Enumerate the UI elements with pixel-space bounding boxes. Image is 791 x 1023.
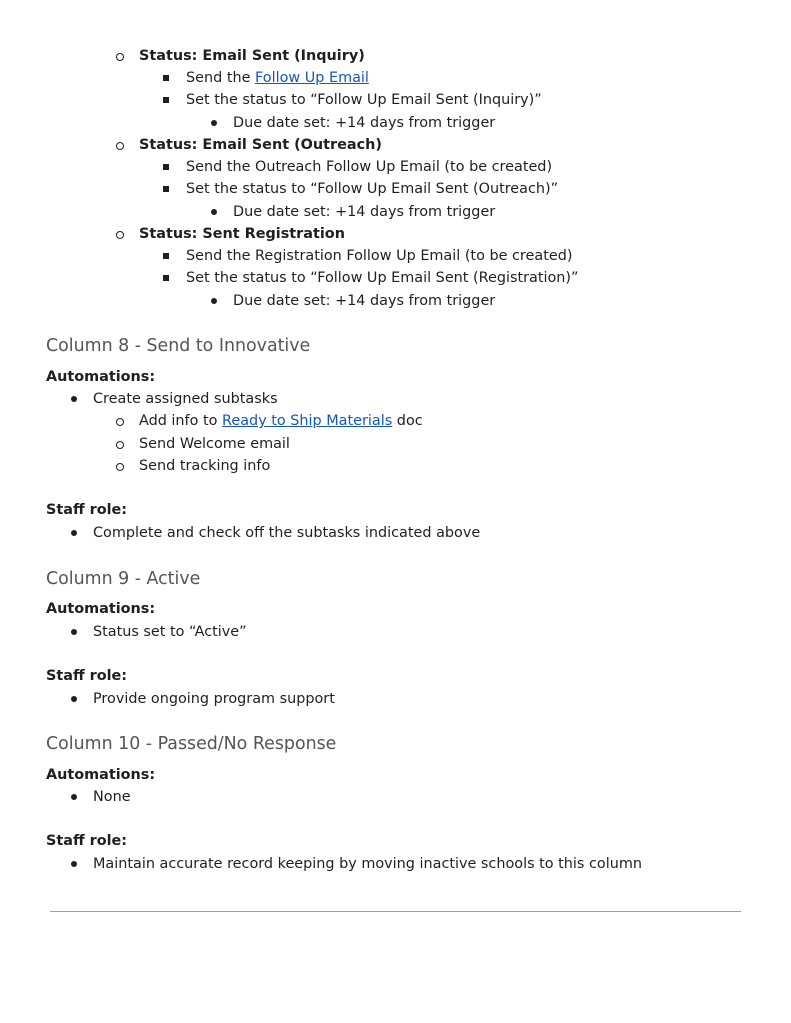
status-registration-due: Due date set: +14 days from trigger (233, 293, 496, 309)
column-8-auto-item: Create assigned subtasks (93, 391, 278, 407)
dot-bullet-icon (71, 396, 77, 402)
column-10-staff-label: Staff role: (46, 833, 128, 849)
dot-bullet-icon (71, 530, 77, 536)
follow-up-email-link[interactable]: Follow Up Email (255, 70, 369, 86)
dot-bullet-icon (71, 861, 77, 867)
subtask-prefix: Add info to (139, 413, 223, 429)
column-10-heading: Column 10 - Passed/No Response (46, 734, 337, 754)
circle-bullet-icon (116, 142, 124, 150)
column-8-subtask-tracking: Send tracking info (139, 458, 271, 474)
status-outreach-due: Due date set: +14 days from trigger (233, 204, 496, 220)
send-prefix: Send the (186, 70, 256, 86)
status-registration-send: Send the Registration Follow Up Email (to be created) (186, 248, 573, 264)
circle-bullet-icon (116, 441, 124, 449)
status-registration-set: Set the status to “Follow Up Email Sent (Registration)” (186, 270, 579, 286)
column-8-subtask-ready-to-ship (139, 411, 423, 431)
column-9-heading: Column 9 - Active (46, 569, 201, 589)
column-10-auto-item: None (93, 789, 131, 805)
column-9-automations-label: Automations: (46, 601, 156, 617)
column-9-staff-label: Staff role: (46, 668, 128, 684)
subtask-suffix: doc (392, 413, 423, 429)
square-bullet-icon (163, 164, 169, 170)
dot-bullet-icon (211, 209, 217, 215)
horizontal-rule (50, 911, 741, 912)
square-bullet-icon (163, 186, 169, 192)
status-inquiry-send (186, 68, 369, 88)
column-8-automations-label: Automations: (46, 369, 156, 385)
status-outreach-send: Send the Outreach Follow Up Email (to be created) (186, 159, 553, 175)
circle-bullet-icon (116, 53, 124, 61)
circle-bullet-icon (116, 231, 124, 239)
column-8-subtask-welcome: Send Welcome email (139, 436, 290, 452)
dot-bullet-icon (71, 629, 77, 635)
column-8-heading: Column 8 - Send to Innovative (46, 336, 311, 356)
dot-bullet-icon (211, 298, 217, 304)
column-9-auto-item: Status set to “Active” (93, 624, 247, 640)
square-bullet-icon (163, 275, 169, 281)
square-bullet-icon (163, 97, 169, 103)
column-8-staff-item: Complete and check off the subtasks indicated above (93, 525, 481, 541)
circle-bullet-icon (116, 418, 124, 426)
status-registration-title: Status: Sent Registration (139, 226, 345, 242)
column-8-staff-label: Staff role: (46, 502, 128, 518)
dot-bullet-icon (71, 696, 77, 702)
circle-bullet-icon (116, 463, 124, 471)
status-inquiry-due: Due date set: +14 days from trigger (233, 115, 496, 131)
column-10-staff-item: Maintain accurate record keeping by moving inactive schools to this column (93, 856, 642, 872)
square-bullet-icon (163, 75, 169, 81)
ready-to-ship-materials-link[interactable]: Ready to Ship Materials (222, 413, 393, 429)
column-10-automations-label: Automations: (46, 767, 156, 783)
square-bullet-icon (163, 253, 169, 259)
status-inquiry-title: Status: Email Sent (Inquiry) (139, 48, 365, 64)
column-9-staff-item: Provide ongoing program support (93, 691, 335, 707)
status-outreach-set: Set the status to “Follow Up Email Sent (Outreach)” (186, 181, 559, 197)
status-inquiry-set: Set the status to “Follow Up Email Sent (Inquiry)” (186, 92, 542, 108)
status-outreach-title: Status: Email Sent (Outreach) (139, 137, 382, 153)
dot-bullet-icon (211, 120, 217, 126)
dot-bullet-icon (71, 794, 77, 800)
